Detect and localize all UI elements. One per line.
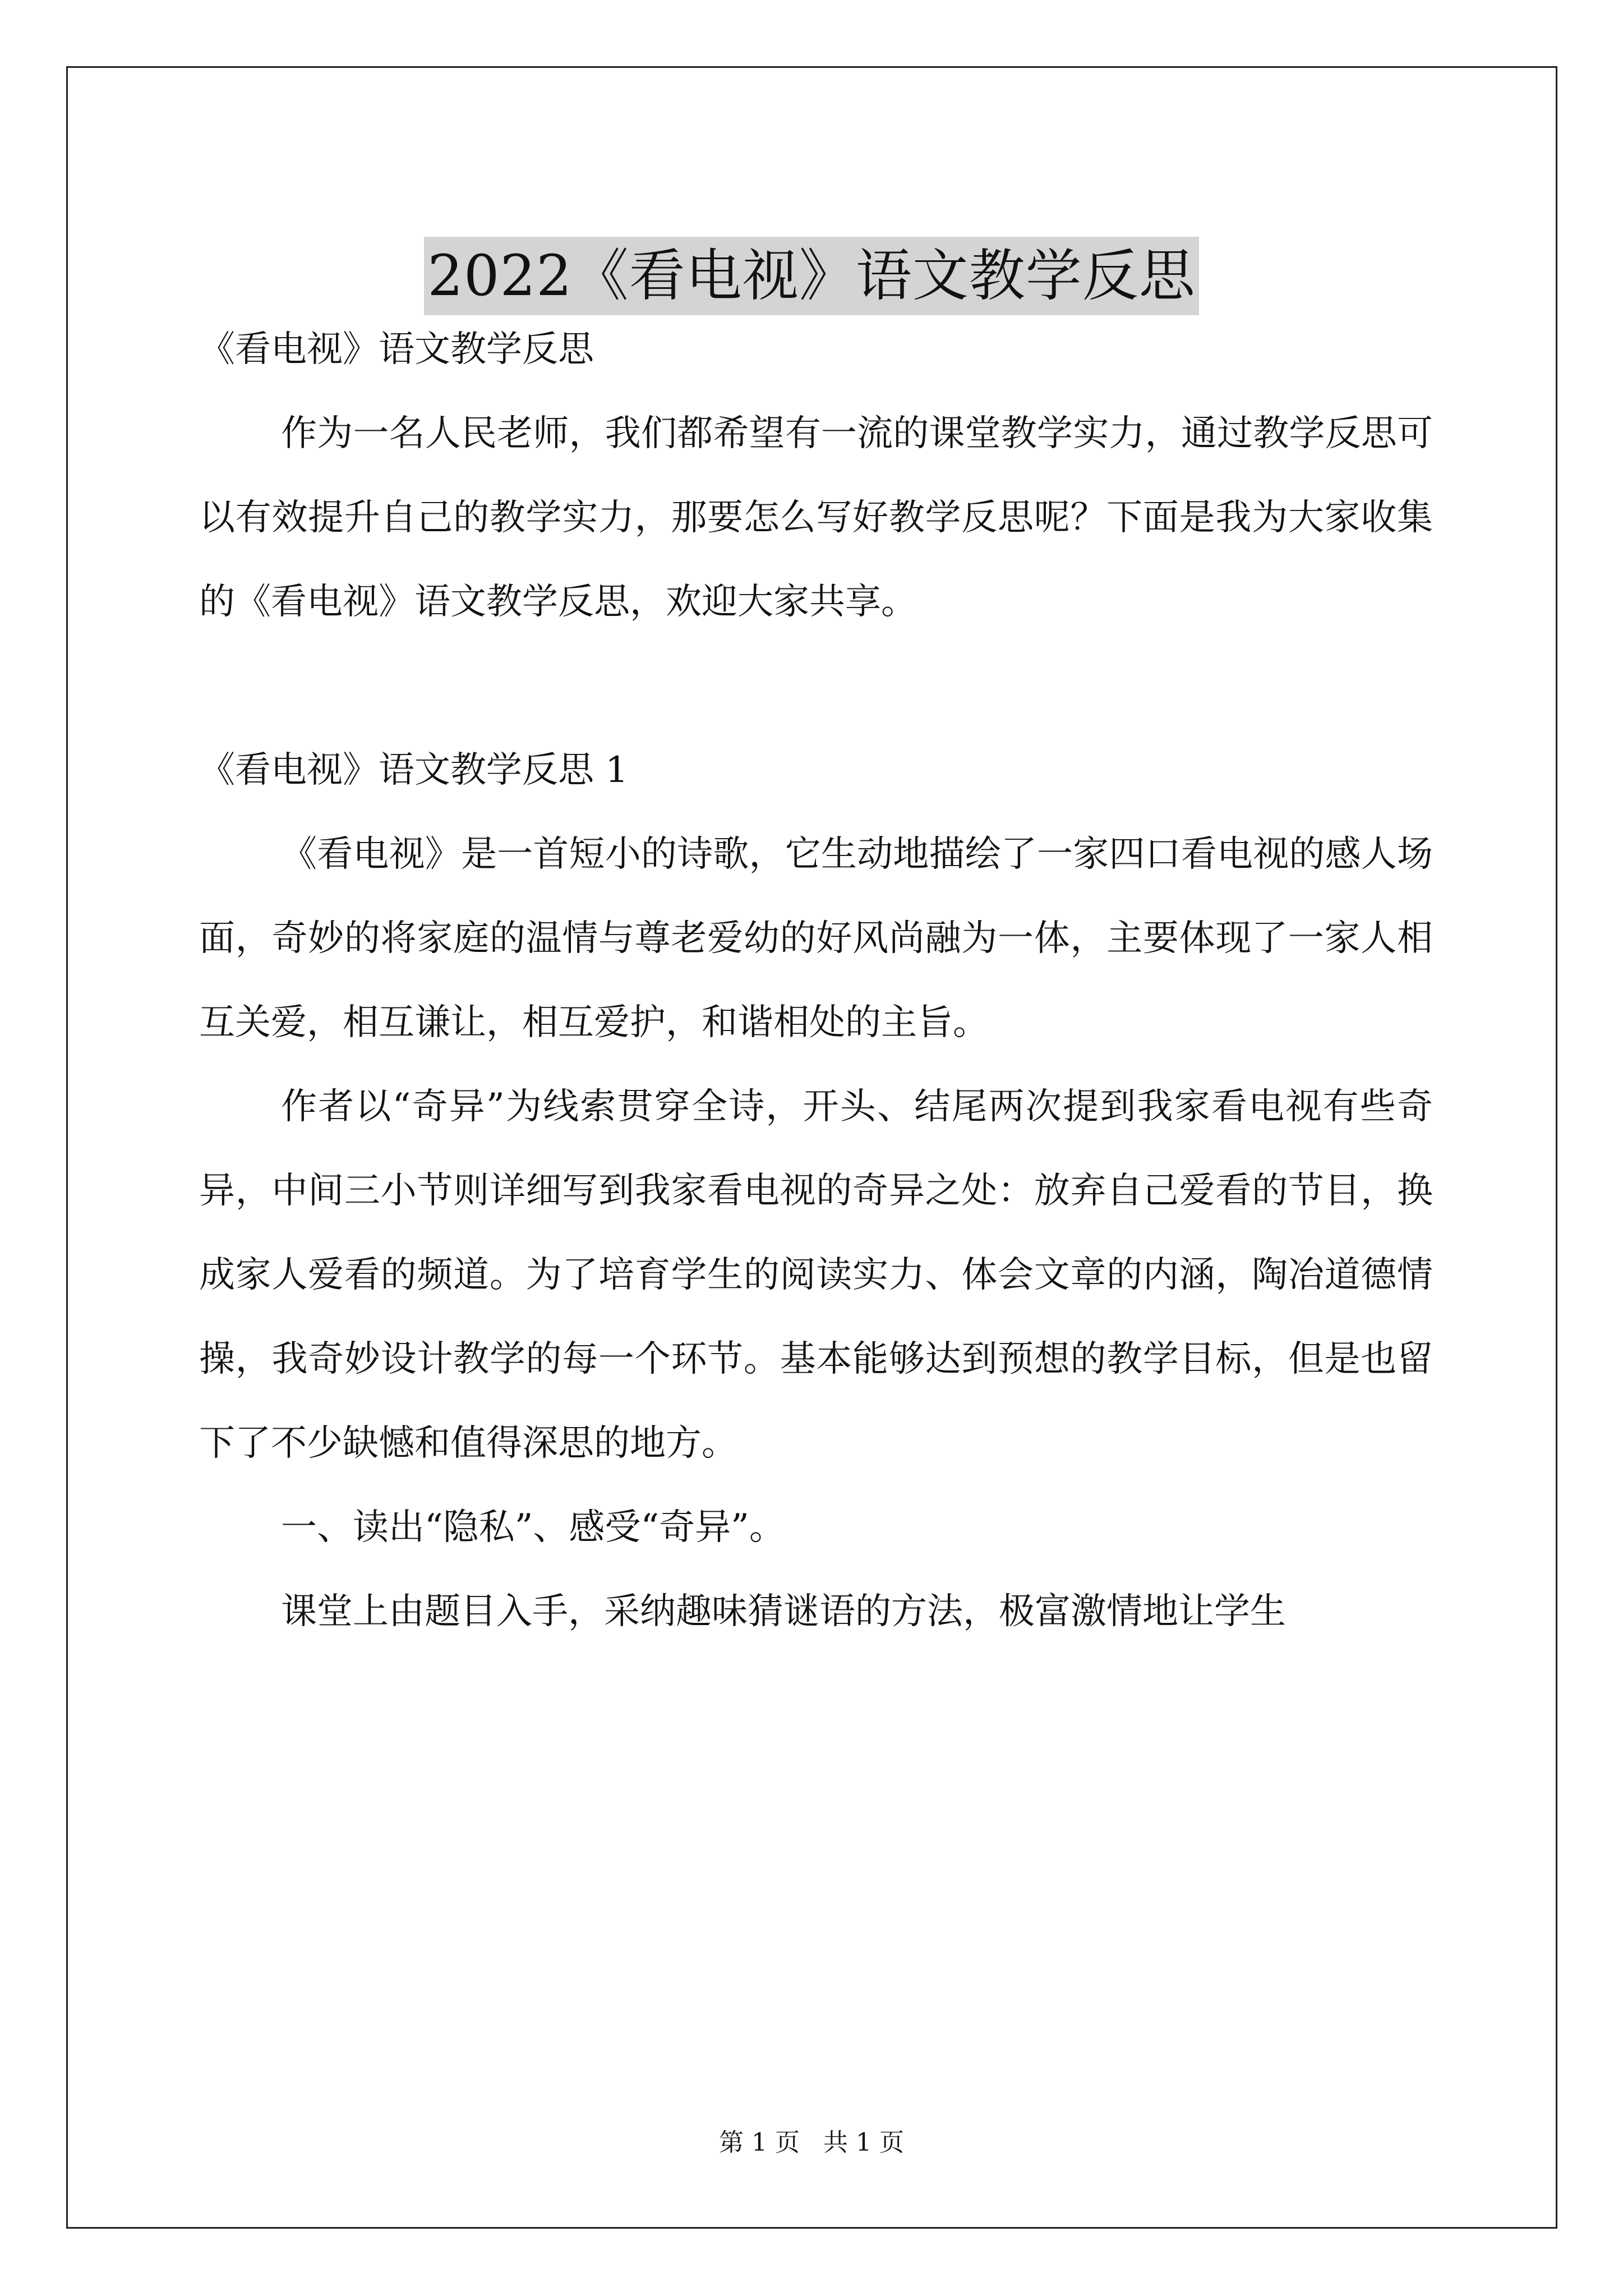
document-body bbox=[199, 307, 1433, 1654]
section-heading: 《看电视》语文教学反思 1 bbox=[199, 749, 629, 791]
body-paragraph: 作者以“奇异”为线索贯穿全诗，开头、结尾两次提到我家看电视有些奇异，中间三小节则详细写到我家看电视的奇异之处：放弃自己爱看的节目，换成家人爱看的频道。为了培育学生的阅读实力、体会文章的内涵，陶冶道德情操，我奇妙设计教学的每一个环节。基本能够达到预想的教学目标，但是也留下了不少缺憾和值得深思的地方。 bbox=[199, 1086, 1433, 1464]
subsection-heading: 一、读出“隐私”、感受“奇异”。 bbox=[281, 1507, 785, 1548]
page-number: 第 1 页 bbox=[719, 2128, 800, 2157]
body-paragraph: 课堂上由题目入手，采纳趣味猜谜语的方法，极富激情地让学生 bbox=[281, 1591, 1286, 1632]
section-spacer bbox=[199, 644, 1433, 728]
intro-paragraph: 作为一名人民老师，我们都希望有一流的课堂教学实力，通过教学反思可以有效提升自己的教学实力，那要怎么写好教学反思呢？下面是我为大家收集的《看电视》语文教学反思，欢迎大家共享。 bbox=[199, 413, 1433, 623]
body-paragraph: 《看电视》是一首短小的诗歌，它生动地描绘了一家四口看电视的感人场面，奇妙的将家庭的温情与尊老爱幼的好风尚融为一体，主要体现了一家人相互关爱，相互谦让，相互爱护，和谐相处的主旨。 bbox=[199, 834, 1433, 1043]
subtitle-paragraph: 《看电视》语文教学反思 bbox=[199, 329, 594, 370]
page-footer bbox=[0, 2126, 1623, 2160]
document-title: 2022《看电视》语文教学反思 bbox=[424, 237, 1199, 315]
page-total: 共 1 页 bbox=[823, 2128, 904, 2157]
